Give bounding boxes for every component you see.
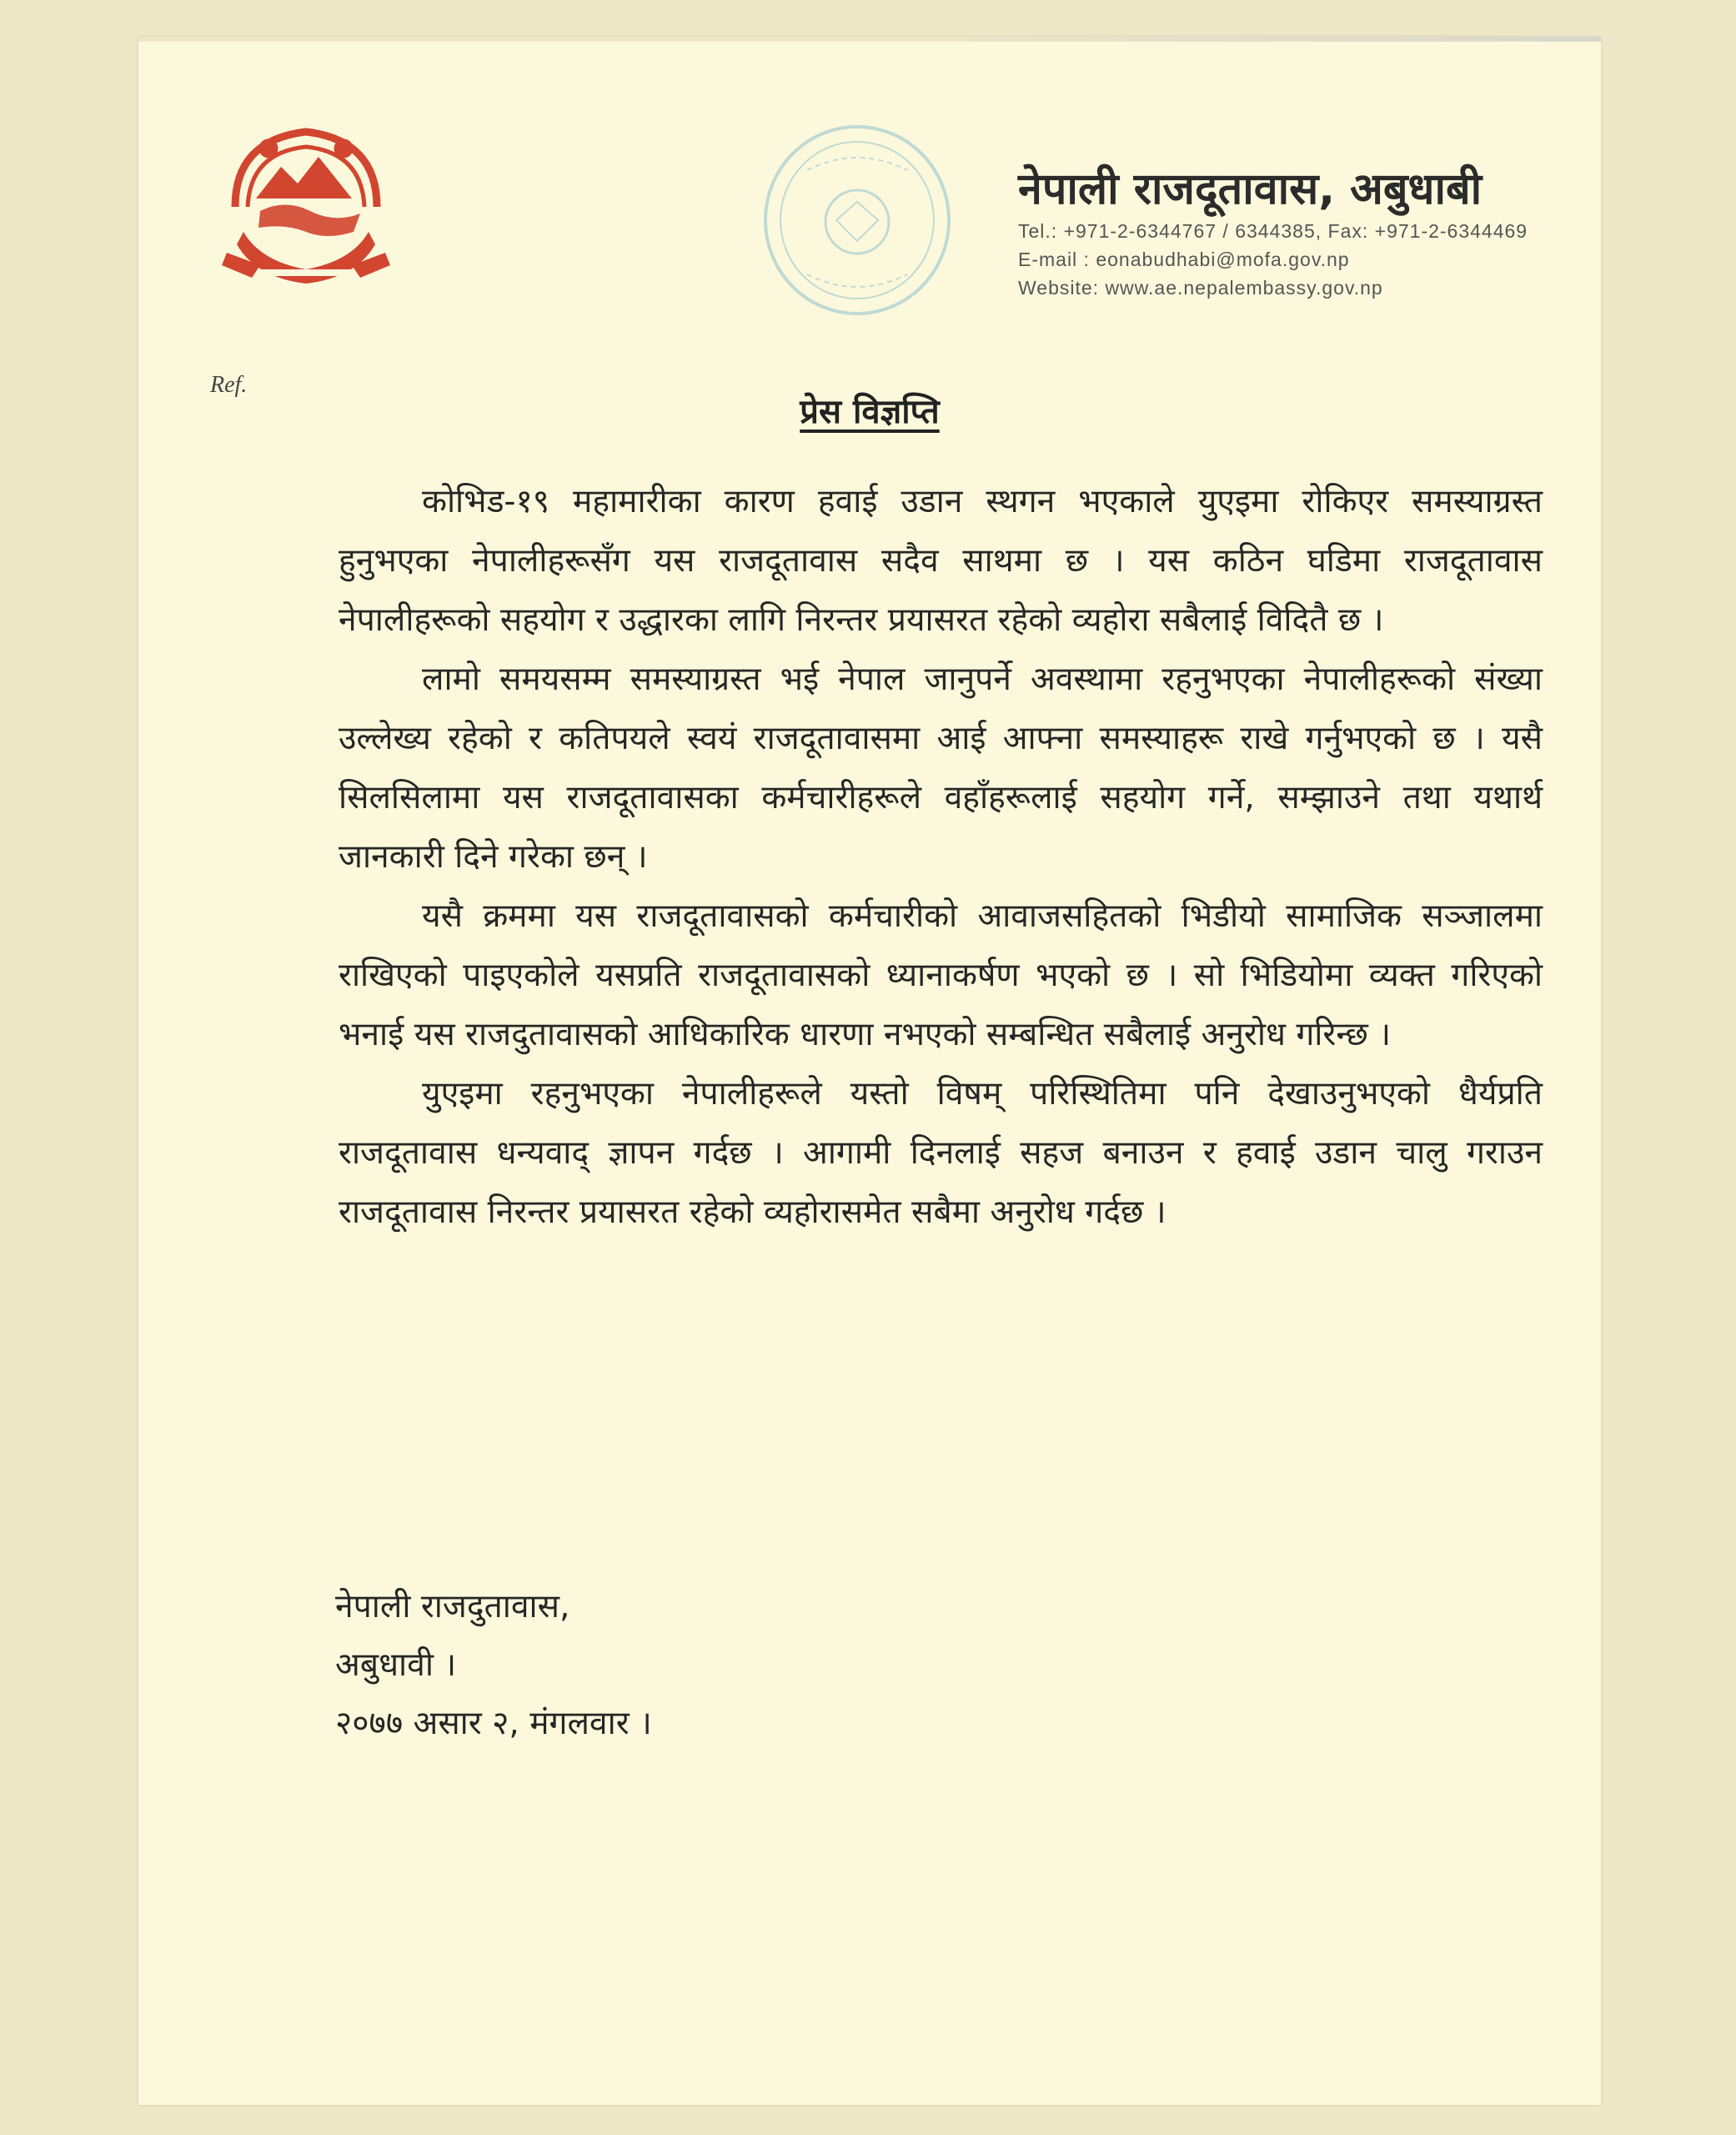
embassy-name: नेपाली राजदूतावास, अबुधाबी (1018, 164, 1483, 214)
letterhead (1018, 162, 1560, 302)
ref-label: Ref. (210, 372, 248, 398)
paragraph: यसै क्रममा यस राजदूतावासको कर्मचारीको आवाजसहितको भिडीयो सामाजिक सञ्जालमा राखिएको पाइएकोले यसप्रति राजदूतावासको ध्यानाकर्षण भएको छ । सो भिडियोमा व्यक्त गरिएको भनाई यस राजदुतावासको आधिकारिक धारणा नभएको सम्बन्धित सबैलाई अनुरोध गरिन्छ । (339, 897, 1543, 1053)
contact-phone-fax: Tel.: +971-2-6344767 / 6344385, Fax: +971-2-6344469 (1018, 220, 1528, 242)
signoff-embassy: नेपाली राजदुतावास, (335, 1588, 570, 1625)
signoff-date: २०७७ असार २, मंगलवार । (335, 1705, 652, 1742)
letter-body (339, 472, 1543, 1242)
contact-email: E-mail : eonabudhabi@mofa.gov.np (1018, 249, 1350, 270)
signoff-block (335, 1578, 652, 1753)
contact-website: Website: www.ae.nepalembassy.gov.np (1018, 277, 1383, 299)
press-release-title-text: प्रेस विज्ञप्ति (800, 393, 940, 431)
press-release-title (138, 387, 1601, 433)
paragraph: कोभिड-१९ महामारीका कारण हवाई उडान स्थगन भएकाले युएइमा रोकिएर समस्याग्रस्त हुनुभएका नेपालीहरूसँग यस राजदूतावास सदैव साथमा छ । यस कठिन घडिमा राजदूतावास नेपालीहरूको सहयोग र उद्धारका लागि निरन्तर प्रयासरत रहेको व्यहोरा सबैलाई विदितै छ । (339, 483, 1543, 639)
embassy-stamp-icon (757, 120, 957, 320)
paragraph: युएइमा रहनुभएका नेपालीहरूले यस्तो विषम् परिस्थितिमा पनि देखाउनुभएको धैर्यप्रति राजदूतावास धन्यवाद् ज्ञापन गर्दछ । आगामी दिनलाई सहज बनाउन र हवाई उडान चालु गराउन राजदूतावास निरन्तर प्रयासरत रहेको व्यहोरासमेत सबैमा अनुरोध गर्दछ । (339, 1075, 1543, 1231)
letter-page (138, 37, 1601, 2105)
signoff-city: अबुधावी । (335, 1646, 457, 1684)
paper-top-edge (138, 37, 1601, 42)
paragraph: लामो समयसम्म समस्याग्रस्त भई नेपाल जानुपर्ने अवस्थामा रहनुभएका नेपालीहरूको संख्या उल्लेख्य रहेको र कतिपयले स्वयं राजदूतावासमा आई आफ्ना समस्याहरू राखे गर्नुभएको छ । यसै सिलसिलामा यस राजदूतावासका कर्मचारीहरूले वहाँहरूलाई सहयोग गर्ने, सम्झाउने तथा यथार्थ जानकारी दिने गरेका छन् । (339, 661, 1543, 876)
nepal-emblem-icon (210, 107, 402, 299)
